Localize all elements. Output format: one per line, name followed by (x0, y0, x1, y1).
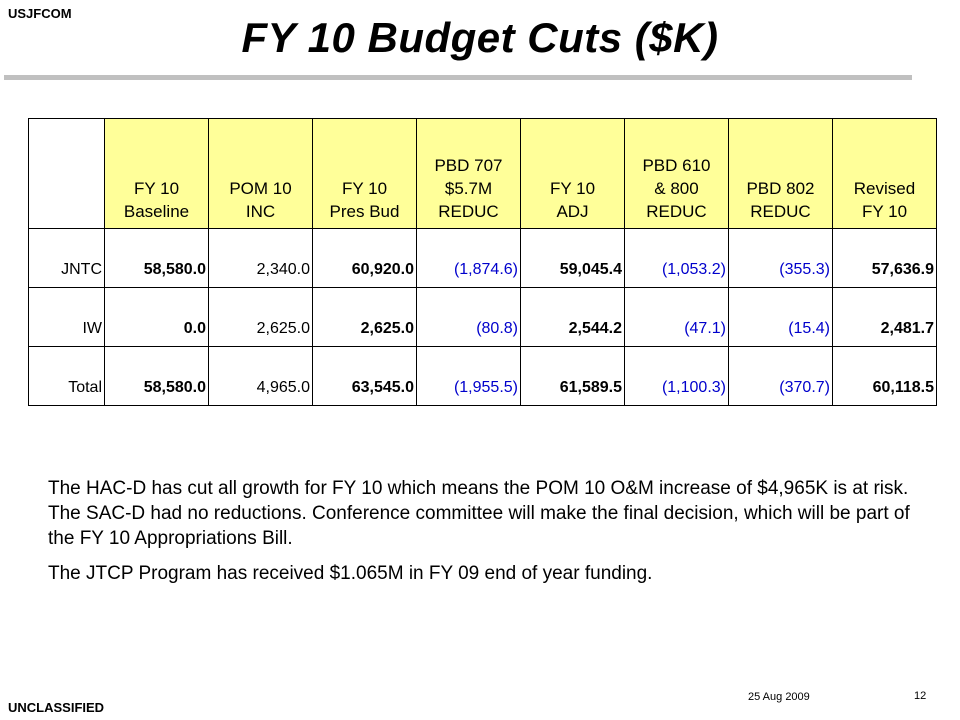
table-cell: 2,625.0 (209, 288, 313, 347)
page-number: 12 (914, 690, 927, 702)
table-cell: 58,580.0 (105, 347, 209, 406)
column-header-revised-fy10: Revised FY 10 (833, 119, 937, 229)
column-header-fy10-adj: FY 10 ADJ (521, 119, 625, 229)
row-label: Total (29, 347, 105, 406)
body-text (48, 476, 928, 596)
budget-table (28, 118, 937, 406)
table-corner-cell (29, 119, 105, 229)
slide-title: FY 10 Budget Cuts ($K) (241, 14, 719, 61)
row-label: JNTC (29, 229, 105, 288)
table-cell: 2,340.0 (209, 229, 313, 288)
table-cell: 2,544.2 (521, 288, 625, 347)
table-cell: 60,118.5 (833, 347, 937, 406)
table-row-total (29, 347, 937, 406)
table-cell: (47.1) (625, 288, 729, 347)
organization-label: USJFCOM (8, 6, 72, 21)
table-cell: (80.8) (417, 288, 521, 347)
column-header-pom10-inc: POM 10 INC (209, 119, 313, 229)
table-cell: (370.7) (729, 347, 833, 406)
column-header-pbd802-reduc: PBD 802 REDUC (729, 119, 833, 229)
table-cell: (355.3) (729, 229, 833, 288)
table-cell: 4,965.0 (209, 347, 313, 406)
body-paragraph-hacd: The HAC-D has cut all growth for FY 10 which means the POM 10 O&M increase of $4,965K is at risk. The SAC-D had no reductions. Conference committee will make the final decision, which will be part of the FY 10 Appropriations Bill. (48, 478, 910, 549)
table-cell: (1,874.6) (417, 229, 521, 288)
body-paragraph-jtcp: The JTCP Program has received $1.065M in FY 09 end of year funding. (48, 563, 653, 584)
table-cell: 2,481.7 (833, 288, 937, 347)
table-cell: 58,580.0 (105, 229, 209, 288)
table-cell: 57,636.9 (833, 229, 937, 288)
column-header-pbd610-800-reduc: PBD 610 & 800 REDUC (625, 119, 729, 229)
row-label: IW (29, 288, 105, 347)
table-header-row (29, 119, 937, 229)
table-cell: 60,920.0 (313, 229, 417, 288)
column-header-fy10-baseline: FY 10 Baseline (105, 119, 209, 229)
table-cell: 61,589.5 (521, 347, 625, 406)
column-header-pbd707-reduc: PBD 707 $5.7M REDUC (417, 119, 521, 229)
table-row-jntc (29, 229, 937, 288)
title-divider (4, 75, 912, 80)
table-cell: 59,045.4 (521, 229, 625, 288)
table-row-iw (29, 288, 937, 347)
table-cell: (1,955.5) (417, 347, 521, 406)
slide-date: 25 Aug 2009 (748, 691, 810, 703)
table-cell: (1,053.2) (625, 229, 729, 288)
table-cell: 0.0 (105, 288, 209, 347)
table-cell: 2,625.0 (313, 288, 417, 347)
column-header-fy10-pres-bud: FY 10 Pres Bud (313, 119, 417, 229)
table-cell: (15.4) (729, 288, 833, 347)
table-cell: (1,100.3) (625, 347, 729, 406)
table-cell: 63,545.0 (313, 347, 417, 406)
classification-label: UNCLASSIFIED (8, 700, 105, 715)
